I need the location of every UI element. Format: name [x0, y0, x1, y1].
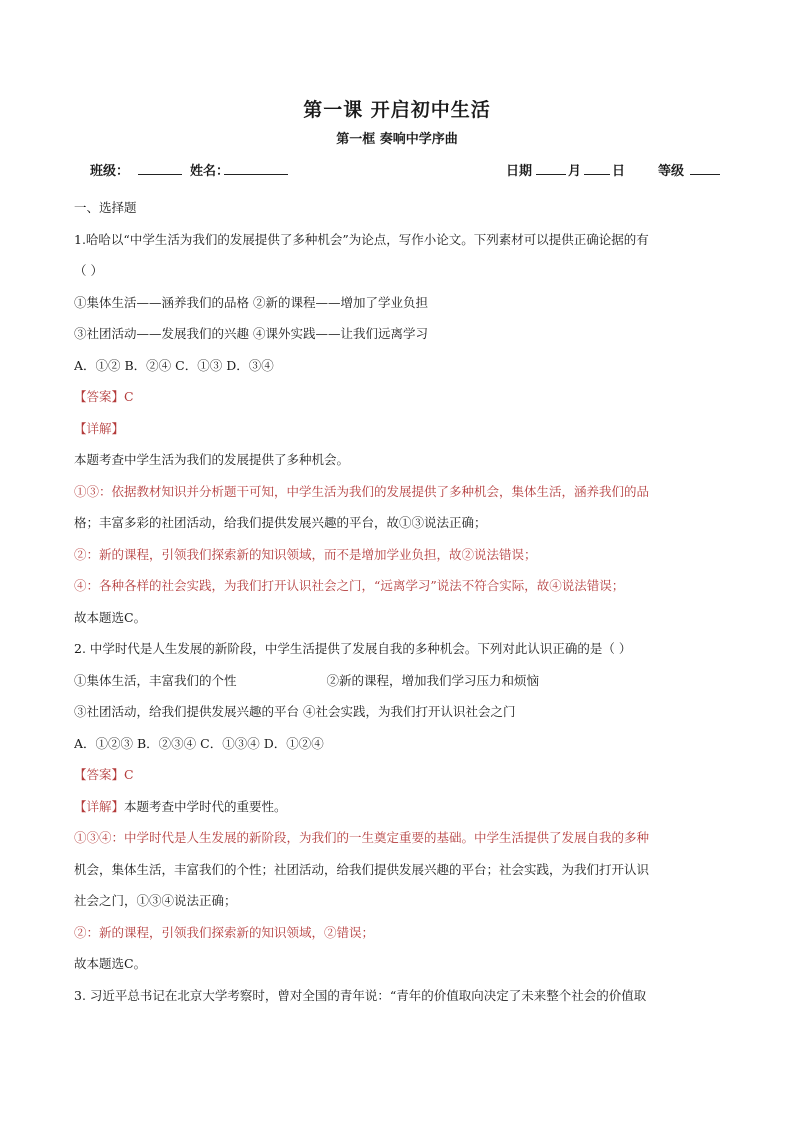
detail-intro: 本题考查中学时代的重要性。 [124, 798, 287, 814]
answer-label: 【答案】 [74, 767, 125, 782]
q1-answer [74, 381, 722, 413]
q1-options-row-2: ③社团活动——发展我们的兴趣 ④课外实践——让我们远离学习 [74, 326, 428, 341]
q2-conclusion: 故本题选C。 [74, 956, 147, 971]
q1-conclusion: 故本题选C。 [74, 609, 147, 625]
section-subtitle: 第一框 奏响中学序曲 [336, 132, 458, 147]
student-info-row [90, 160, 720, 180]
q2-option-1: ①集体生活，丰富我们的个性 [74, 672, 237, 688]
month-label: 月 [568, 164, 582, 179]
q2-option-2: ②新的课程，增加我们学习压力和烦恼 [326, 672, 540, 688]
q2-detail-1b: 机会，集体生活，丰富我们的个性；社团活动，给我们提供发展兴趣的平台；社会实践，为我们打开认识 [74, 861, 650, 877]
q1-detail-3: ②：新的课程，引领我们探索新的知识领域，而不是增加学业负担，故②说法错误； [74, 546, 537, 562]
question-content [74, 192, 722, 1011]
q1-stem-line-2: （ ） [74, 263, 103, 278]
q2-detail-1a: ①③④：中学时代是人生发展的新阶段，为我们的一生奠定重要的基础。中学生活提供了发展自我的多种 [74, 830, 650, 845]
day-label: 日 [612, 164, 626, 179]
q1-detail-4: ④：各种各样的社会实践，为我们打开认识社会之门，“远离学习”说法不符合实际，故④说法错误； [74, 578, 625, 593]
q1-options-row-1: ①集体生活——涵养我们的品格 ②新的课程——增加了学业负担 [74, 294, 428, 310]
answer-value: C [124, 767, 134, 782]
q2-detail-1c: 社会之门，①③④说法正确； [74, 893, 237, 908]
q1-stem-line-1: 1.哈哈以“中学生活为我们的发展提供了多种机会”为论点，写作小论文。下列素材可以提供正确论据的有 [74, 231, 649, 247]
q2-detail [74, 791, 722, 823]
q3-stem: 3. 习近平总书记在北京大学考察时，曾对全国的青年说：“青年的价值取向决定了未来整个社会的价值取 [74, 987, 647, 1003]
q2-stem: 2. 中学时代是人生发展的新阶段，中学生活提供了发展自我的多种机会。下列对此认识正确的是（ ） [74, 641, 632, 656]
date-label: 日期 [506, 164, 533, 179]
answer-value: C [124, 389, 134, 404]
q1-detail-1: 本题考查中学生活为我们的发展提供了多种机会。 [74, 452, 350, 467]
q1-detail-label: 【详解】 [74, 420, 125, 436]
q1-detail-2a: ①③：依据教材知识并分析题干可知，中学生活为我们的发展提供了多种机会，集体生活，涵养我们的品 [74, 483, 650, 499]
q1-detail-2b: 格；丰富多彩的社团活动，给我们提供发展兴趣的平台，故①③说法正确； [74, 515, 487, 530]
lesson-title: 第一课 开启初中生活 [303, 99, 491, 121]
q2-options-row-1 [74, 665, 722, 697]
answer-label: 【答案】 [74, 389, 125, 404]
detail-label: 【详解】 [74, 798, 125, 814]
name-label: 姓名： [190, 164, 230, 179]
q2-choices: A．①②③ B．②③④ C．①③④ D．①②④ [74, 735, 324, 751]
q2-options-row-2: ③社团活动，给我们提供发展兴趣的平台 ④社会实践，为我们打开认识社会之门 [74, 704, 516, 719]
q2-detail-2: ②：新的课程，引领我们探索新的知识领域，②错误； [74, 924, 375, 940]
q2-answer [74, 759, 722, 791]
class-label: 班级： [90, 164, 130, 179]
q1-choices: A．①② B．②④ C．①③ D．③④ [74, 357, 274, 373]
section-heading: 一、选择题 [74, 200, 137, 215]
grade-label: 等级 [658, 164, 685, 179]
